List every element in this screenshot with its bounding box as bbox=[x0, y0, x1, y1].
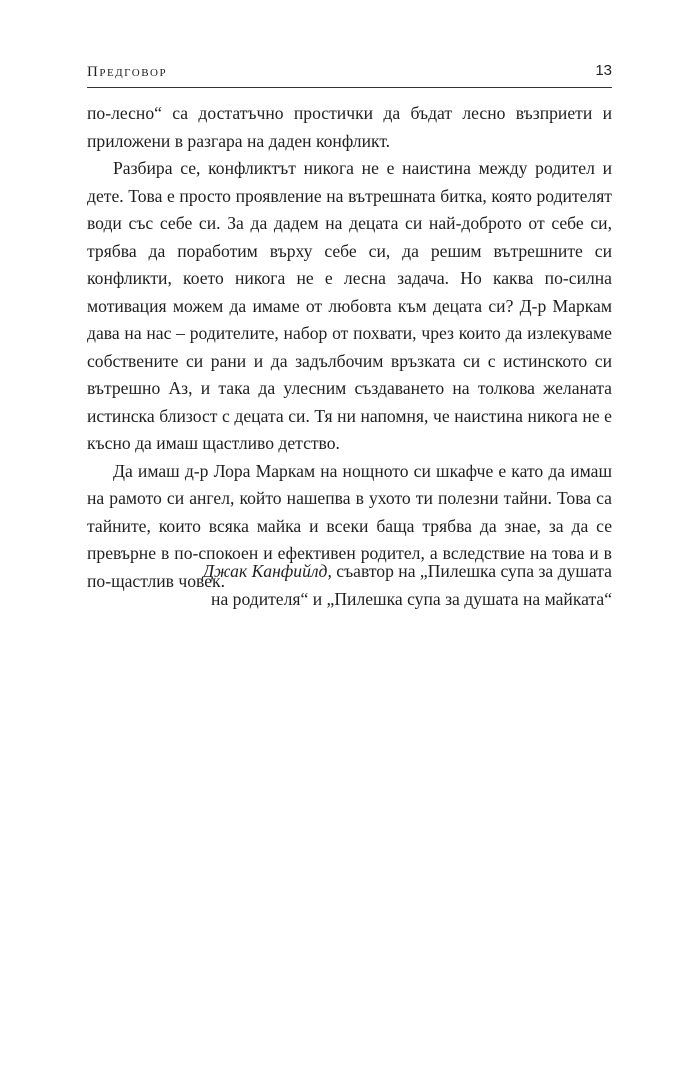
paragraph-angel: Да имаш д-р Лора Маркам на нощното си шкафче е като да имаш на рамото си ангел, който нашепва в ухото ти полезни тайни. Това са тайните, които всяка майка и всеки баща трябва да знае, за да се превърне в по-спокоен и ефективен родител, а вследствие на това и в по-щастлив човек. bbox=[87, 460, 612, 591]
header-rule bbox=[87, 87, 612, 88]
signature-line-2: на родителя“ и „Пилешка супа за душата на майката“ bbox=[211, 588, 612, 609]
page-header bbox=[87, 58, 612, 88]
paragraph-continuation: по-лесно“ са достатъчно простички да бъдат лесно възприети и приложени в разгара на даден конфликт. bbox=[87, 103, 612, 151]
body-text bbox=[87, 100, 612, 595]
signature-author-name: Джак Канфийлд bbox=[202, 561, 328, 581]
running-head: Предговор bbox=[87, 64, 168, 80]
paragraph-conflict: Разбира се, конфликтът никога не е наистина между родител и дете. Това е просто проявление на вътрешната битка, която родителят води със себе си. За да дадем на децата си най-доброто от себе си, трябва да поработим върху себе си, да решим вътрешните си конфликти, което никога не е лесна задача. Но каква по-силна мотивация можем да имаме от любовта към децата си? Д-р Маркам дава на нас – родителите, набор от похвати, чрез които да излекуваме собствените си рани и да задълбочим връзката си с истинското си вътрешно Аз, и така да улесним създаването на толкова желаната истинска близост с децата си. Тя ни напомня, че наистина никога не е късно да имаш щастливо детство. bbox=[87, 158, 612, 453]
signature-credit-part1: , съавтор на „Пилешка супа за душата bbox=[327, 561, 612, 581]
signature-block bbox=[87, 558, 612, 613]
page-number: 13 bbox=[595, 62, 612, 79]
signature-line-1 bbox=[87, 558, 612, 586]
